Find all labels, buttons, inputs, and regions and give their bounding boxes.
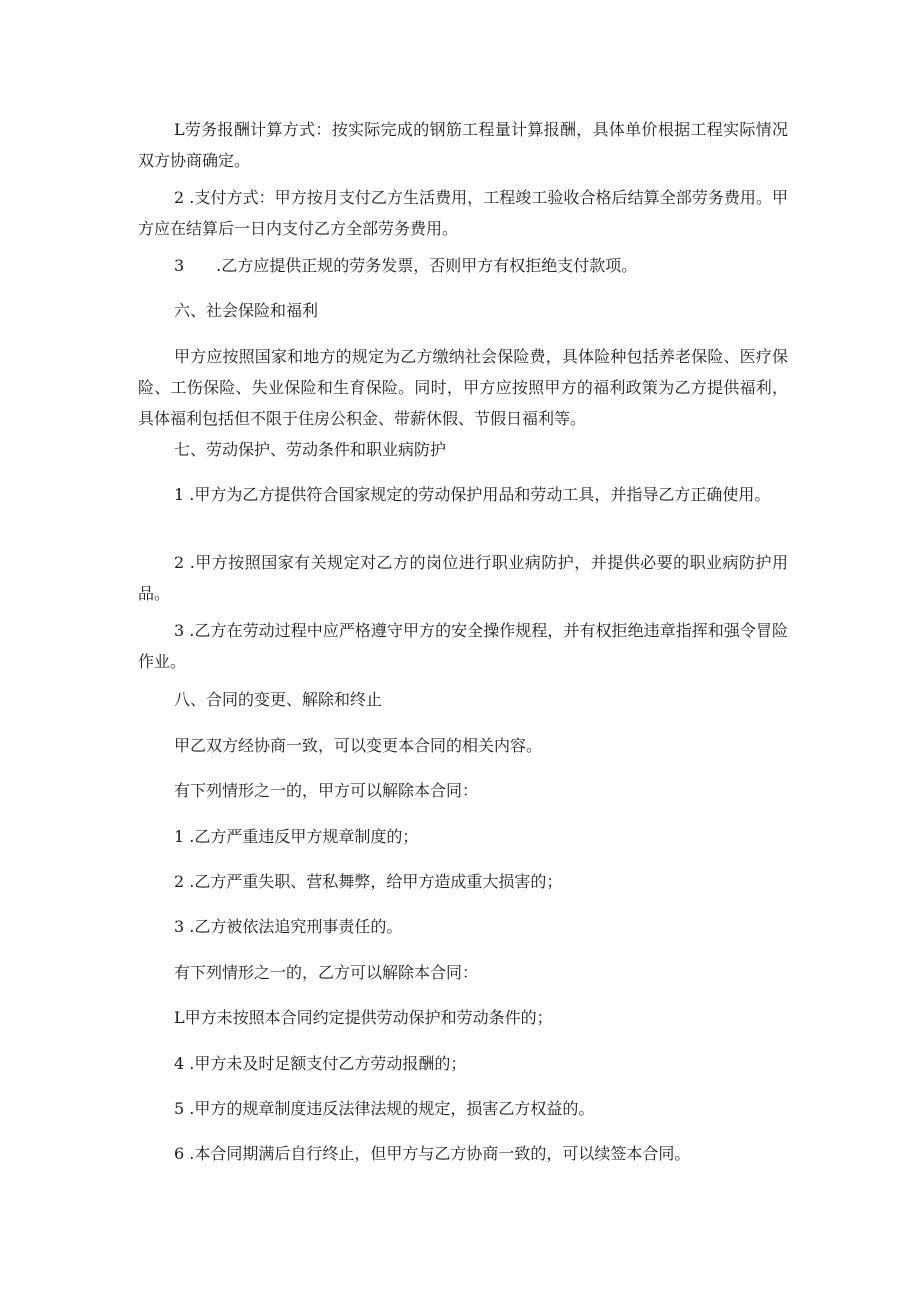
list-item-no-protection: L甲方未按照本合同约定提供劳动保护和劳动条件的； xyxy=(174,1008,553,1027)
paragraph-social-insurance: 甲方应按照国家和地方的规定为乙方缴纳社会保险费，具体险种包括养老保险、医疗保险、工伤保险、失业保险和生育保险。同时，甲方应按照甲方的福利政策为乙方提供福利，具体福利包括但不限于住房公积金、带薪休假、节假日福利等。 xyxy=(138,347,788,428)
paragraph-invoice: 3 .乙方应提供正规的劳务发票，否则甲方有权拒绝支付款项。 xyxy=(174,256,638,275)
paragraph-contract-expiry: 6 .本合同期满后自行终止，但甲方与乙方协商一致的，可以续签本合同。 xyxy=(174,1144,691,1163)
paragraph-remuneration-calculation: L劳务报酬计算方式：按实际完成的钢筋工程量计算报酬，具体单价根据工程实际情况双方协商确定。 xyxy=(138,120,788,170)
list-item-dereliction: 2 .乙方严重失职、营私舞弊，给甲方造成重大损害的； xyxy=(174,872,563,891)
paragraph-protection-equipment: 1 .甲方为乙方提供符合国家规定的劳动保护用品和劳动工具，并指导乙方正确使用。 xyxy=(174,485,771,504)
list-item-illegal-rules: 5 .甲方的规章制度违反法律法规的规定，损害乙方权益的。 xyxy=(174,1099,595,1118)
section-heading-labor-protection: 七、劳动保护、劳动条件和职业病防护 xyxy=(174,440,447,459)
paragraph-contract-modification: 甲乙双方经协商一致，可以变更本合同的相关内容。 xyxy=(174,736,543,755)
list-item-criminal: 3 .乙方被依法追究刑事责任的。 xyxy=(174,917,403,936)
list-item-unpaid: 4 .甲方未及时足额支付乙方劳动报酬的； xyxy=(174,1054,467,1073)
paragraph-occupational-disease: 2 .甲方按照国家有关规定对乙方的岗位进行职业病防护，并提供必要的职业病防护用品。 xyxy=(138,553,788,603)
section-heading-social-insurance: 六、社会保险和福利 xyxy=(174,301,319,320)
paragraph-party-a-termination-intro: 有下列情形之一的，甲方可以解除本合同： xyxy=(174,781,479,800)
paragraph-party-b-termination-intro: 有下列情形之一的，乙方可以解除本合同： xyxy=(174,963,479,982)
section-heading-contract-changes: 八、合同的变更、解除和终止 xyxy=(174,690,383,709)
list-item-violation: 1 .乙方严重违反甲方规章制度的； xyxy=(174,827,419,846)
paragraph-safety-rules: 3 .乙方在劳动过程中应严格遵守甲方的安全操作规程，并有权拒绝违章指挥和强令冒险作业。 xyxy=(138,621,788,671)
paragraph-payment-method: 2 .支付方式：甲方按月支付乙方生活费用，工程竣工验收合格后结算全部劳务费用。甲方应在结算后一日内支付乙方全部劳务费用。 xyxy=(138,188,788,238)
